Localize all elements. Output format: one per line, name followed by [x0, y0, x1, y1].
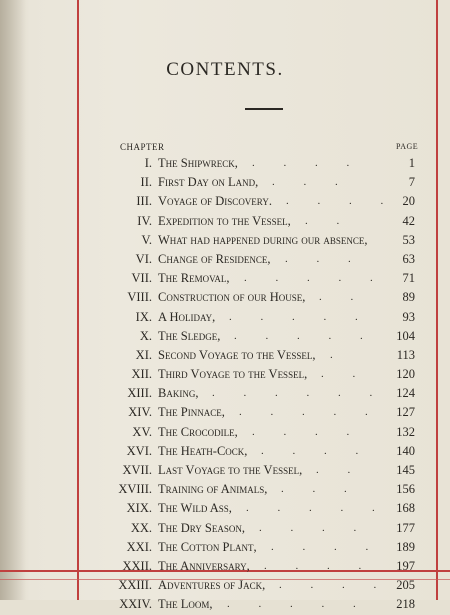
toc-entry — [85, 576, 415, 595]
dot-leader: . . . . — [252, 425, 363, 438]
dot-leader: . . . . — [252, 157, 363, 169]
chapter-title: The Crocodile, — [158, 424, 238, 439]
dot-leader: . . . . . — [244, 272, 386, 285]
toc-entry — [85, 288, 415, 307]
page-number: 1 — [408, 156, 415, 170]
dot-leader: . . . . — [264, 559, 375, 572]
chapter-number: XXII. — [122, 558, 152, 573]
chapter-number: XIII. — [127, 386, 152, 401]
toc-entry — [85, 250, 415, 269]
chapter-title: First Day on Land, — [158, 175, 259, 190]
page-number: 140 — [396, 443, 415, 458]
dot-leader: . . . . . — [234, 329, 376, 342]
dot-leader: . . . . — [259, 521, 370, 534]
toc-entry — [85, 327, 415, 346]
chapter-number: XXIV. — [119, 597, 152, 612]
chapter-title: Construction of our House, — [158, 290, 306, 305]
toc-entry — [85, 384, 415, 403]
table-of-contents — [85, 154, 415, 615]
toc-entry — [85, 519, 415, 538]
chapter-number: I. — [144, 156, 152, 170]
dot-leader: . . — [305, 214, 353, 227]
page-number: 42 — [402, 213, 415, 228]
red-margin-rule-left — [77, 0, 79, 600]
page-number: 156 — [396, 482, 415, 497]
dot-leader: . . . — [285, 252, 364, 265]
chapter-number: II. — [140, 175, 152, 190]
chapter-number: XIV. — [128, 405, 152, 420]
chapter-number: VII. — [131, 271, 152, 286]
chapter-number: XVIII. — [118, 482, 152, 497]
dot-leader: . . . . — [286, 195, 397, 208]
chapter-number: X. — [139, 328, 152, 343]
chapter-title: What had happened during our absence, — [158, 232, 368, 247]
chapter-number: III. — [136, 194, 152, 209]
chapter-number: VI. — [135, 251, 152, 266]
toc-entry — [85, 423, 415, 442]
chapter-number: IX. — [135, 309, 152, 324]
chapter-title: The Pinnace, — [158, 405, 225, 420]
toc-entry — [85, 442, 415, 461]
chapter-title: The Heath-Cock, — [158, 443, 248, 458]
toc-entry — [85, 192, 415, 211]
toc-entry — [85, 269, 415, 288]
chapter-title: The Removal, — [158, 271, 230, 286]
dot-leader: . . . . — [261, 444, 372, 457]
page-number: 93 — [402, 309, 415, 324]
chapter-title: Training of Animals, — [158, 482, 268, 497]
page-number: 113 — [396, 347, 415, 362]
chapter-title: A Holiday, — [158, 309, 216, 324]
page-number: 168 — [396, 501, 415, 516]
page-number: 120 — [396, 367, 415, 382]
page-number: 177 — [396, 520, 415, 535]
page-number: 104 — [396, 328, 415, 343]
chapter-title: Change of Residence, — [158, 251, 271, 266]
dot-leader: . . . . . — [227, 598, 369, 611]
chapter-title: The Loom, — [158, 597, 213, 612]
chapter-number: VIII. — [127, 290, 152, 305]
page-number: 218 — [396, 597, 415, 612]
page-number: 205 — [396, 578, 415, 593]
toc-entry — [85, 308, 415, 327]
chapter-number: XX. — [130, 520, 152, 535]
chapter-number: XIX. — [126, 501, 152, 516]
page-number: 145 — [396, 463, 415, 477]
column-header-page: PAGE — [396, 142, 419, 151]
dot-leader: . . . . . — [229, 310, 371, 323]
dot-leader: . . . — [272, 176, 351, 189]
page-number: 127 — [396, 405, 415, 420]
chapter-title: Voyage of Discovery. — [158, 194, 272, 209]
page-number: 71 — [402, 271, 415, 286]
chapter-title: Baking, — [158, 386, 199, 401]
chapter-number: IV. — [137, 213, 152, 228]
page-number: 89 — [402, 290, 415, 305]
toc-entry — [85, 173, 415, 192]
page-title: CONTENTS. — [166, 59, 284, 80]
dot-leader: . . — [316, 464, 364, 476]
dot-leader: . . — [319, 291, 367, 304]
chapter-title: Third Voyage to the Vessel, — [158, 367, 308, 382]
page-number: 124 — [396, 386, 415, 401]
page-number: 63 — [402, 251, 415, 266]
page-number: 7 — [408, 175, 415, 190]
toc-entry — [85, 557, 415, 576]
chapter-title: The Anniversary, — [158, 558, 250, 573]
toc-entry — [85, 595, 415, 614]
chapter-title: The Shipwreck, — [158, 156, 238, 170]
page-number: 197 — [396, 558, 415, 573]
toc-entry — [85, 480, 415, 499]
chapter-number: V. — [141, 232, 152, 247]
dot-leader: . . . — [281, 483, 360, 496]
chapter-number: XXI. — [126, 539, 152, 554]
toc-entry — [85, 212, 415, 231]
toc-entry — [85, 365, 415, 384]
chapter-title: Adventures of Jack, — [158, 578, 266, 593]
page-number: 132 — [396, 424, 415, 439]
chapter-title: The Cotton Plant, — [158, 539, 257, 554]
chapter-title: The Wild Ass, — [158, 501, 232, 516]
title-divider — [245, 108, 283, 110]
red-margin-rule-right — [436, 0, 438, 600]
column-header-chapter: CHAPTER — [120, 142, 165, 152]
dot-leader: . . — [321, 368, 369, 381]
toc-entry — [85, 538, 415, 557]
dot-leader: . . . . — [279, 579, 390, 592]
dot-leader: . . . . . — [239, 406, 381, 419]
chapter-number: XV. — [132, 424, 152, 439]
chapter-number: XXIII. — [118, 578, 152, 593]
toc-entry — [85, 403, 415, 422]
chapter-title: Expedition to the Vessel, — [158, 213, 291, 228]
chapter-number: XII. — [131, 367, 152, 382]
chapter-title: The Dry Season, — [158, 520, 245, 535]
toc-entry — [85, 231, 415, 250]
page-number: 20 — [402, 194, 415, 209]
dot-leader: . . . . . — [246, 502, 388, 515]
toc-entry — [85, 499, 415, 518]
page-number: 189 — [396, 539, 415, 554]
page-number: 53 — [402, 232, 415, 247]
dot-leader: . . . . — [271, 540, 382, 553]
toc-entry — [85, 346, 415, 365]
chapter-number: XVI. — [126, 443, 152, 458]
chapter-title: The Sledge, — [158, 328, 221, 343]
chapter-title: Last Voyage to the Vessel, — [158, 463, 303, 477]
chapter-title: Second Voyage to the Vessel, — [158, 347, 316, 362]
toc-entry — [85, 154, 415, 173]
toc-entry — [85, 461, 415, 480]
chapter-number: XVII. — [122, 463, 152, 477]
spine-shadow — [0, 0, 26, 600]
chapter-number: XI. — [135, 347, 152, 362]
dot-leader: . . . . . . — [212, 387, 386, 400]
dot-leader: . — [330, 348, 346, 361]
